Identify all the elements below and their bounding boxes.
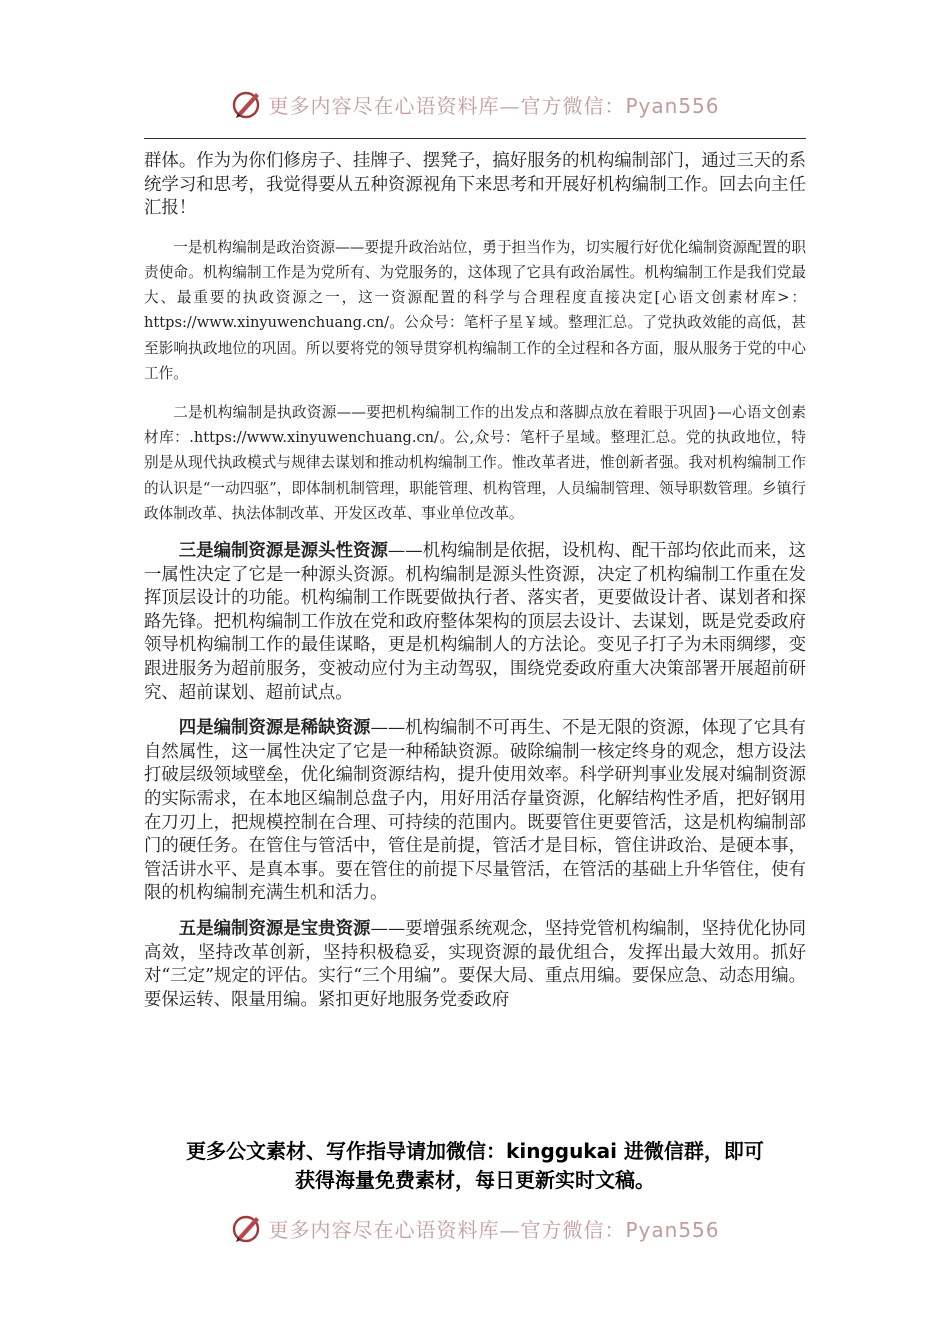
promo-notice [100,1137,850,1195]
header-divider [144,138,806,139]
paragraph-precious-resource-body: ——要增强系统观念，坚持党管机构编制，坚持优化协同高效，坚持改革创新，坚持积极稳妥，实现资源的最优组合，发挥出最大效用。抓好对“三定”规定的评估。实行“三个用编”。要保大局、重点用编。要保应急、动态用编。要保运转、限量用编。紧扣更好地服务党委政府 [144,918,806,1010]
paragraph-scarce-resource-body: ——机构编制不可再生、不是无限的资源，体现了它具有自然属性，这一属性决定了它是一种稀缺资源。破除编制一核定终身的观念，想方设法打破层级领域壁垒，优化编制资源结构，提升使用效率。科学研判事业发展对编制资源的实际需求，在本地区编制总盘子内，用好用活存量资源，化解结构性矛盾，把好钢用在刀刃上，把规模控制在合理、可持续的范围内。既要管住更要管活，这是机构编制部门的硬任务。在管住与管活中，管住是前提，管活才是目标，管住讲政治、是硬本事，管活讲水平、是真本事。要在管住的前提下尽量管活，在管活的基础上升华管住，使有限的机构编制充满生机和活力。 [144,718,806,904]
promo-line-1: 更多公文素材、写作指导请加微信：kinggukai 进微信群，即可 [186,1139,764,1163]
paragraph-governing-resource: 二是机构编制是执政资源——要把机构编制工作的出发点和落脚点放在着眼于巩固}—心语文创素材库：.https://www.xinyuwenchuang.cn/。公,众号：笔杆子星域。整理汇总。党的执政地位，特别是从现代执政模式与规律去谋划和推动机构编制工作。惟改革者进，惟创新者强。我对机构编制工作的认识是“一动四驱”，即体制机制管理，职能管理、机构管理，人员编制管理、领导职数管理。乡镇行政体制改革、执法体制改革、开发区改革、事业单位改革。 [144,404,806,522]
paragraph-precious-resource-lead: 五是编制资源是宝贵资源 [178,918,371,939]
header-wechat-id: Pyan556 [625,93,720,118]
paragraph-political-resource: 一是机构编制是政治资源——要提升政治站位，勇于担当作为，切实履行好优化编制资源配置的职责使命。机构编制工作是为党所有、为党服务的，这体现了它具有政治属性。机构编制工作是我们党最大、最重要的执政资源之一，这一资源配置的科学与合理程度直接决定[心语文创素材库>：https://www.xinyuwenchuang.cn/。公众号：笔杆子星￥域。整理汇总。了党执政效能的高低，甚至影响执政地位的巩固。所以要将党的领导贯穿机构编制工作的全过程和各方面，服从服务于党的中心工作。 [144,238,806,382]
footer-wechat-id: Pyan556 [625,1217,720,1242]
paragraph-scarce-resource [144,717,806,906]
footer-banner-text: 更多内容尽在心语资料库—官方微信：Pyan556 [268,1217,720,1242]
paragraph-source-resource-body: ——机构编制是依据，设机构、配干部均依此而来，这一属性决定了它是一种源头资源。机构编制是源头性资源，决定了机构编制工作重在发挥顶层设计的功能。机构编制工作既要做执行者、落实者，更要做设计者、谋划者和探路先锋。把机构编制工作放在党和政府整体架构的顶层去设计、去谋划，既是党委政府领导机构编制工作的最佳谋略，更是机构编制人的方法论。变见子打子为未雨绸缪，变跟进服务为超前服务，变被动应付为主动驾驭，围绕党委政府重大决策部署开展超前研究、超前谋划、超前试点。 [144,541,806,703]
paragraph-scarce-resource-lead: 四是编制资源是稀缺资源 [178,718,371,739]
header-banner [0,84,950,124]
paragraph-intro: 群体。作为为你们修房子、挂牌子、摆凳子，搞好服务的机构编制部门，通过三天的系统学习和思考，我觉得要从五种资源视角下来思考和开展好机构编制工作。回去向主任汇报！ [144,151,806,219]
pen-circle-logo-icon [230,1211,264,1245]
paragraph-precious-resource [144,918,806,1012]
pen-circle-logo-icon [230,87,264,121]
paragraph-source-resource [144,540,806,705]
paragraph-source-resource-lead: 三是编制资源是源头性资源 [178,541,388,562]
footer-banner [0,1208,950,1248]
document-body [144,150,806,1012]
header-banner-text: 更多内容尽在心语资料库—官方微信：Pyan556 [268,93,720,118]
promo-line-2: 获得海量免费素材，每日更新实时文稿。 [295,1168,655,1192]
